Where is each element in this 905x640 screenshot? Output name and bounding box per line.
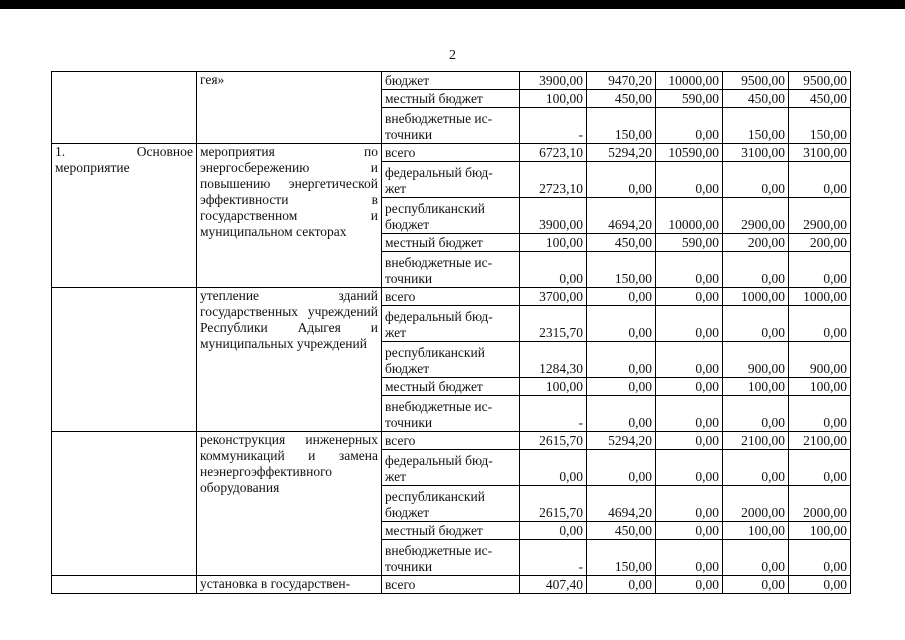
funding-source-cell: федеральный бюд- жет xyxy=(382,450,520,486)
amount-cell: 590,00 xyxy=(656,90,723,108)
amount-cell: 0,00 xyxy=(656,432,723,450)
amount-cell: 0,00 xyxy=(587,378,656,396)
amount-cell: - xyxy=(520,540,587,576)
funding-source-cell: местный бюджет xyxy=(382,90,520,108)
amount-cell: 100,00 xyxy=(520,378,587,396)
amount-cell: 9500,00 xyxy=(723,72,789,90)
amount-cell: 0,00 xyxy=(723,540,789,576)
funding-source-cell: всего xyxy=(382,288,520,306)
amount-cell: 9500,00 xyxy=(789,72,851,90)
amount-cell: 3100,00 xyxy=(723,144,789,162)
amount-cell: 0,00 xyxy=(656,450,723,486)
amount-cell: 6723,10 xyxy=(520,144,587,162)
activity-name-cell: гея» xyxy=(197,72,382,144)
table-row xyxy=(52,432,851,450)
amount-cell: 900,00 xyxy=(789,342,851,378)
amount-cell: - xyxy=(520,396,587,432)
program-item-cell xyxy=(52,72,197,144)
amount-cell: 0,00 xyxy=(656,342,723,378)
page-number: 2 xyxy=(449,48,456,63)
amount-cell: 5294,20 xyxy=(587,144,656,162)
table-row xyxy=(52,144,851,162)
amount-cell: 0,00 xyxy=(723,396,789,432)
program-item-cell xyxy=(52,288,197,432)
program-item-cell xyxy=(52,576,197,594)
amount-cell: 2315,70 xyxy=(520,306,587,342)
funding-source-cell: внебюджетные ис- точники xyxy=(382,396,520,432)
amount-cell: 2000,00 xyxy=(789,486,851,522)
activity-name-cell: установка в государствен- xyxy=(197,576,382,594)
funding-source-cell: местный бюджет xyxy=(382,378,520,396)
amount-cell: 0,00 xyxy=(656,396,723,432)
amount-cell: 0,00 xyxy=(656,576,723,594)
amount-cell: 150,00 xyxy=(789,108,851,144)
program-item-cell: 1. Основное мероприятие xyxy=(52,144,197,288)
amount-cell: 0,00 xyxy=(656,288,723,306)
amount-cell: 0,00 xyxy=(656,162,723,198)
table-row xyxy=(52,288,851,306)
amount-cell: 0,00 xyxy=(656,252,723,288)
amount-cell: 0,00 xyxy=(587,576,656,594)
activity-name-cell: мероприятия по энергосбережению и повышению энергетической эффективности в государственном и муниципальном секторах xyxy=(197,144,382,288)
amount-cell: 0,00 xyxy=(723,252,789,288)
amount-cell: 0,00 xyxy=(656,540,723,576)
activity-name-cell: реконструкция инженерных коммуникаций и замена неэнергоэффективного оборудования xyxy=(197,432,382,576)
amount-cell: 9470,20 xyxy=(587,72,656,90)
amount-cell: 0,00 xyxy=(656,108,723,144)
amount-cell: 0,00 xyxy=(587,288,656,306)
amount-cell: 0,00 xyxy=(723,450,789,486)
amount-cell: 0,00 xyxy=(789,576,851,594)
amount-cell: 407,40 xyxy=(520,576,587,594)
amount-cell: 0,00 xyxy=(789,540,851,576)
funding-source-cell: бюджет xyxy=(382,72,520,90)
amount-cell: 5294,20 xyxy=(587,432,656,450)
funding-source-cell: республиканский бюджет xyxy=(382,342,520,378)
funding-source-cell: местный бюджет xyxy=(382,234,520,252)
amount-cell: 0,00 xyxy=(587,306,656,342)
amount-cell: 450,00 xyxy=(587,234,656,252)
amount-cell: 0,00 xyxy=(656,522,723,540)
funding-source-cell: всего xyxy=(382,576,520,594)
table-row xyxy=(52,72,851,90)
funding-source-cell: республиканский бюджет xyxy=(382,198,520,234)
amount-cell: 2900,00 xyxy=(789,198,851,234)
amount-cell: 0,00 xyxy=(789,162,851,198)
amount-cell: 1000,00 xyxy=(789,288,851,306)
amount-cell: 0,00 xyxy=(587,450,656,486)
amount-cell: 3100,00 xyxy=(789,144,851,162)
amount-cell: 0,00 xyxy=(587,162,656,198)
amount-cell: 2100,00 xyxy=(723,432,789,450)
amount-cell: 150,00 xyxy=(587,108,656,144)
amount-cell: 450,00 xyxy=(587,522,656,540)
amount-cell: 3900,00 xyxy=(520,72,587,90)
amount-cell: 3700,00 xyxy=(520,288,587,306)
amount-cell: 450,00 xyxy=(587,90,656,108)
budget-table xyxy=(51,71,851,594)
amount-cell: 0,00 xyxy=(789,252,851,288)
amount-cell: 0,00 xyxy=(520,450,587,486)
amount-cell: 0,00 xyxy=(723,306,789,342)
amount-cell: 100,00 xyxy=(789,378,851,396)
funding-source-cell: федеральный бюд- жет xyxy=(382,306,520,342)
top-border-bar xyxy=(0,0,905,9)
amount-cell: 0,00 xyxy=(656,378,723,396)
amount-cell: 0,00 xyxy=(789,450,851,486)
amount-cell: 2615,70 xyxy=(520,432,587,450)
table-row xyxy=(52,576,851,594)
amount-cell: 4694,20 xyxy=(587,486,656,522)
amount-cell: 0,00 xyxy=(789,396,851,432)
funding-source-cell: всего xyxy=(382,144,520,162)
amount-cell: 0,00 xyxy=(587,342,656,378)
funding-source-cell: внебюджетные ис- точники xyxy=(382,108,520,144)
amount-cell: 150,00 xyxy=(587,252,656,288)
amount-cell: 1284,30 xyxy=(520,342,587,378)
amount-cell: 150,00 xyxy=(587,540,656,576)
amount-cell: 0,00 xyxy=(723,162,789,198)
amount-cell: 0,00 xyxy=(520,252,587,288)
amount-cell: 100,00 xyxy=(723,522,789,540)
amount-cell: 2000,00 xyxy=(723,486,789,522)
amount-cell: 200,00 xyxy=(723,234,789,252)
amount-cell: 200,00 xyxy=(789,234,851,252)
amount-cell: 450,00 xyxy=(789,90,851,108)
amount-cell: 0,00 xyxy=(520,522,587,540)
funding-source-cell: всего xyxy=(382,432,520,450)
funding-source-cell: федеральный бюд- жет xyxy=(382,162,520,198)
amount-cell: 0,00 xyxy=(587,396,656,432)
amount-cell: 10590,00 xyxy=(656,144,723,162)
funding-source-cell: республиканский бюджет xyxy=(382,486,520,522)
activity-name-cell: утепление зданий государственных учреждений Республики Адыгея и муниципальных учреждений xyxy=(197,288,382,432)
amount-cell: 150,00 xyxy=(723,108,789,144)
amount-cell: 2723,10 xyxy=(520,162,587,198)
amount-cell: 100,00 xyxy=(520,234,587,252)
amount-cell: 900,00 xyxy=(723,342,789,378)
funding-source-cell: внебюджетные ис- точники xyxy=(382,540,520,576)
amount-cell: 4694,20 xyxy=(587,198,656,234)
amount-cell: 100,00 xyxy=(520,90,587,108)
amount-cell: 10000,00 xyxy=(656,72,723,90)
amount-cell: 100,00 xyxy=(723,378,789,396)
amount-cell: 0,00 xyxy=(789,306,851,342)
program-item-cell xyxy=(52,432,197,576)
amount-cell: 590,00 xyxy=(656,234,723,252)
amount-cell: 10000,00 xyxy=(656,198,723,234)
amount-cell: 100,00 xyxy=(789,522,851,540)
amount-cell: 2100,00 xyxy=(789,432,851,450)
amount-cell: 2900,00 xyxy=(723,198,789,234)
amount-cell: 0,00 xyxy=(656,306,723,342)
amount-cell: 1000,00 xyxy=(723,288,789,306)
amount-cell: 0,00 xyxy=(656,486,723,522)
amount-cell: 2615,70 xyxy=(520,486,587,522)
funding-source-cell: местный бюджет xyxy=(382,522,520,540)
amount-cell: 450,00 xyxy=(723,90,789,108)
amount-cell: 0,00 xyxy=(723,576,789,594)
amount-cell: 3900,00 xyxy=(520,198,587,234)
funding-source-cell: внебюджетные ис- точники xyxy=(382,252,520,288)
amount-cell: - xyxy=(520,108,587,144)
